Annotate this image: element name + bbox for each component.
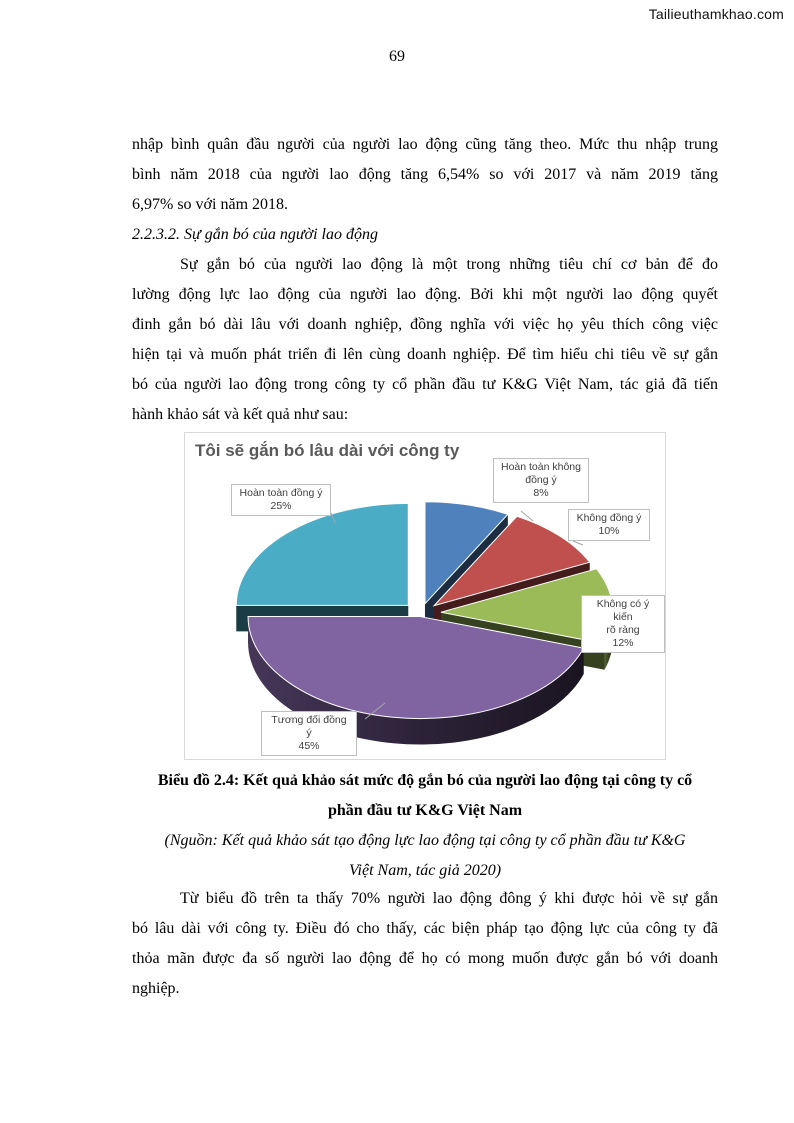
- data-label-khong-co-y-kien: [581, 595, 665, 653]
- data-label-text: ý: [306, 727, 312, 739]
- paragraph-conclusion: [132, 884, 718, 1004]
- data-label-percent: 8%: [533, 487, 549, 499]
- paragraph-commitment: [132, 250, 718, 430]
- text-line: bó của người lao động trong công ty cổ phần đầu tư K&G Việt Nam, tác giả đã tiến: [132, 376, 718, 393]
- chart-title: Tôi sẽ gắn bó lâu dài với công ty: [195, 441, 460, 460]
- text-line: nhập bình quân đầu người của người lao động cũng tăng theo. Mức thu nhập trung: [132, 136, 718, 153]
- data-label-text: đồng ý: [525, 474, 557, 486]
- text-line: hành khảo sát và kết quả như sau:: [132, 406, 349, 423]
- text-line: Sự gắn bó của người lao động là một trong những tiêu chí cơ bản để đo: [180, 256, 718, 273]
- watermark-text: Tailieuthamkhao.com: [648, 6, 784, 22]
- text-line: lường động lực lao động của người lao động. Bởi khi một người lao động quyết: [132, 286, 718, 303]
- text-line: bình năm 2018 của người lao động tăng 6,54% so với 2017 và năm 2019 tăng: [132, 166, 718, 183]
- data-label-tuong-doi-dong-y: [261, 711, 357, 756]
- data-label-text: Tương đối đồng: [271, 714, 347, 726]
- data-label-text: Hoàn toàn đồng ý: [239, 487, 323, 499]
- pie-chart: [184, 432, 666, 760]
- data-label-percent: 45%: [298, 740, 320, 752]
- data-label-text: Hoàn toàn không: [501, 461, 581, 473]
- data-label-percent: 10%: [598, 525, 620, 537]
- text-line: 6,97% so với năm 2018.: [132, 196, 289, 213]
- figure-source: [132, 826, 718, 886]
- data-label-text: rõ ràng: [606, 624, 640, 636]
- pie-slice: [236, 503, 408, 605]
- data-label-percent: 25%: [270, 500, 292, 512]
- text-line: hiện tại và muốn phát triển đi lên cùng doanh nghiệp. Để tìm hiểu chi tiêu về sự gắn: [132, 346, 718, 363]
- text-line: thỏa mãn được đa số người lao động để họ có mong muốn được gắn bó với doanh: [132, 950, 718, 967]
- data-label-hoan-toan-dong-y: [231, 484, 331, 516]
- section-heading: 2.2.3.2. Sự gắn bó của người lao động: [132, 226, 378, 243]
- data-label-hoan-toan-khong-dong-y: [493, 458, 589, 503]
- caption-line: phần đầu tư K&G Việt Nam: [327, 802, 523, 819]
- data-label-text: Không đồng ý: [576, 512, 642, 524]
- data-label-percent: 12%: [612, 637, 634, 649]
- page-number: 69: [389, 48, 405, 65]
- text-line: nghiệp.: [132, 980, 180, 997]
- leader-line: [573, 541, 583, 545]
- caption-line: Biểu đồ 2.4: Kết quả khảo sát mức độ gắn bó của người lao động tại công ty cổ: [157, 772, 693, 789]
- text-line: bó lâu dài với công ty. Điều đó cho thấy, các biện pháp tạo động lực của công ty đã: [132, 920, 718, 937]
- figure-caption: [132, 766, 718, 826]
- source-line: Việt Nam, tác giả 2020): [348, 862, 502, 879]
- data-label-khong-dong-y: [568, 509, 650, 541]
- text-line: Từ biểu đồ trên ta thấy 70% người lao động đông ý khi được hỏi về sự gắn: [180, 890, 718, 907]
- text-line: đinh gắn bó dài lâu với doanh nghiệp, đồng nghĩa với việc họ yêu thích công việc: [132, 316, 718, 333]
- paragraph-income: [132, 130, 718, 220]
- data-label-text: Không có ý kiến: [596, 598, 650, 623]
- source-line: (Nguồn: Kết quả khảo sát tạo động lực lao động tại công ty cổ phần đầu tư K&G: [164, 832, 686, 849]
